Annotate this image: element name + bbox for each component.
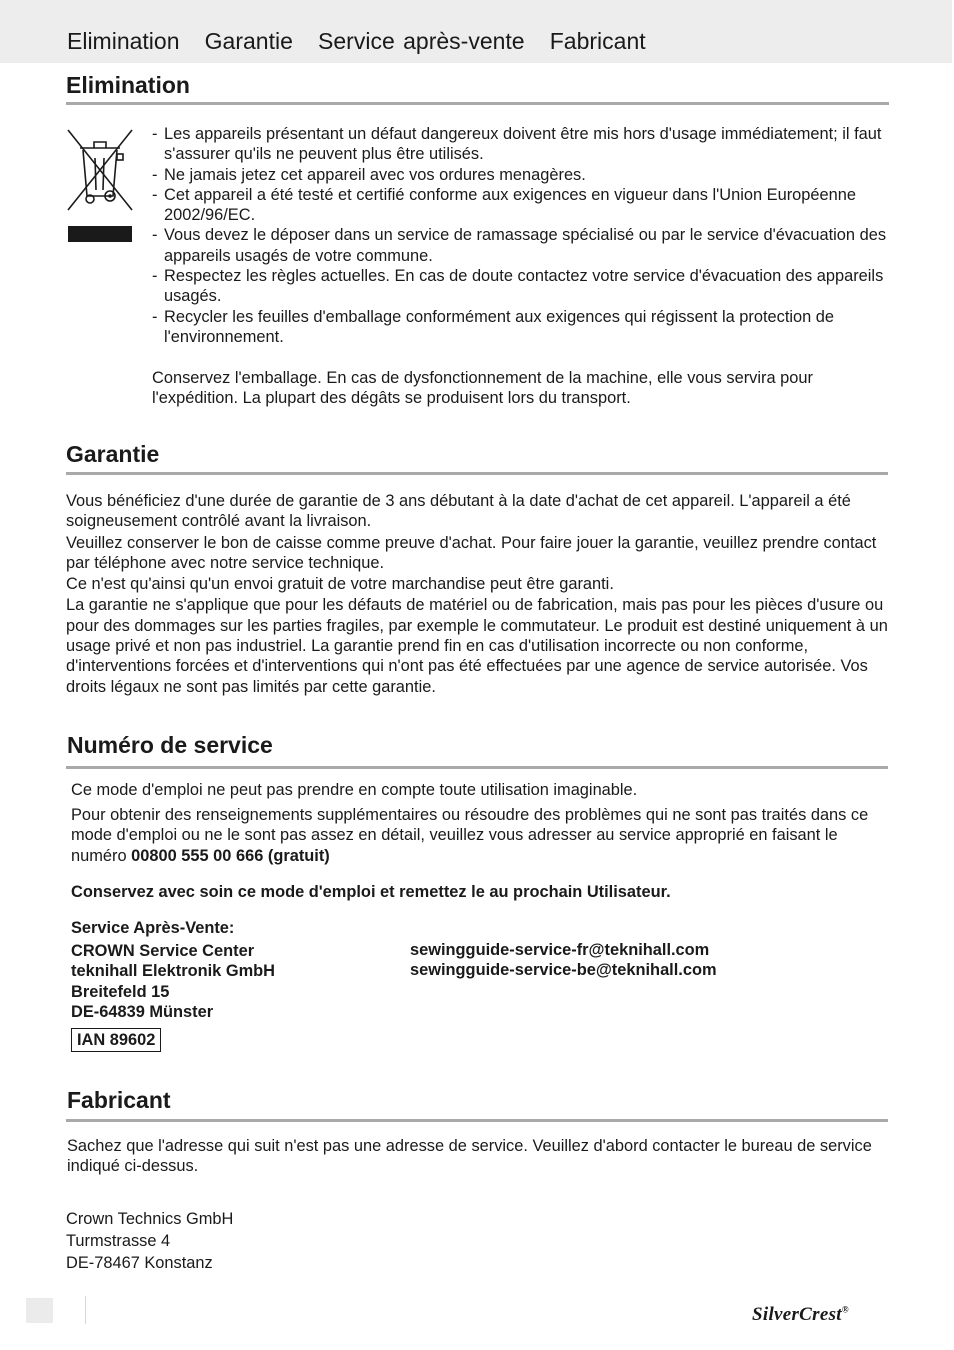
service-intro: Ce mode d'emploi ne peut pas prendre en compte toute utilisation imaginable. (71, 781, 638, 799)
brand-logo (752, 1304, 849, 1326)
address-line: Crown Technics GmbH (66, 1210, 234, 1228)
address-line: DE-64839 Münster (71, 1002, 214, 1021)
list-item: - Les appareils présentant un défaut dangereux doivent être mis hors d'usage immédiatement; il faut s'assurer qu'ils ne peuvent plus être utilisés. (150, 124, 895, 165)
list-item: - Recycler les feuilles d'emballage conformément aux exigences qui régissent la protection de l'environnement. (150, 307, 895, 348)
service-rule (66, 766, 888, 769)
ian-badge: IAN 89602 (71, 1028, 161, 1052)
service-info (71, 805, 893, 866)
garantie-title: Garantie (66, 441, 160, 467)
list-item: - Respectez les règles actuelles. En cas de doute contactez votre service d'évacuation des appareils usagés. (150, 266, 895, 307)
after-sales-label: Service Après-Vente: (71, 919, 235, 937)
list-item: - Ne jamais jetez cet appareil avec vos ordures menagères. (150, 165, 895, 185)
list-item: - Vous devez le déposer dans un service de ramassage spécialisé ou par le service d'évacuation des appareils usagés de votre commune. (150, 225, 895, 266)
crossed-bin-icon (66, 128, 134, 214)
service-address (71, 941, 391, 1022)
garantie-rule (66, 472, 888, 475)
email-link-fr[interactable]: sewingguide-service-fr@teknihall.com (410, 941, 710, 959)
header-title: Elimination Garantie Service après-vente Fabricant (67, 28, 646, 54)
brand-name: SilverCrest (752, 1304, 842, 1325)
service-emails (410, 940, 890, 981)
page-number-box (26, 1298, 53, 1323)
garantie-body (66, 491, 892, 697)
service-title: Numéro de service (67, 732, 273, 758)
address-line: DE-78467 Konstanz (66, 1254, 213, 1272)
fabricant-title: Fabricant (67, 1087, 171, 1113)
address-line: CROWN Service Center (71, 942, 255, 960)
header-bar (0, 0, 952, 63)
fabricant-notice: Sachez que l'adresse qui suit n'est pas une adresse de service. Veuillez d'abord contacter le bureau de service indiqué ci-dessus. (67, 1137, 872, 1176)
address-line: Breitefeld 15 (71, 982, 170, 1001)
elimination-title: Elimination (66, 72, 190, 98)
garantie-paragraph: La garantie ne s'applique que pour les défauts de matériel ou de fabrication, mais pas pour les pièces d'usure ou pour des dommages sur les parties fragiles, par exemple le commutateur. Le produit est destiné uniquement à un usage privé et non pas industriel. La garantie prend fin en cas d'utilisation incorrecte ou non conforme, d'interventions forcées et d'interventions qui n'ont pas été effectuées par une agence de service autorisée. Vos droits légaux ne sont pas limités par cette garantie. (66, 596, 888, 696)
manufacturer-address (66, 1208, 233, 1274)
garantie-paragraph: Vous bénéficiez d'une durée de garantie de 3 ans débutant à la date d'achat de cet appareil. L'appareil a été soigneusement contrôlé avant la livraison. (66, 492, 851, 531)
address-line: Turmstrasse 4 (66, 1232, 171, 1250)
elimination-note: Conservez l'emballage. En cas de dysfonctionnement de la machine, elle vous servira pour l'expédition. La plupart des dégâts se produisent lors du transport. (152, 369, 813, 408)
fabricant-rule (66, 1119, 888, 1122)
service-info-text: Pour obtenir des renseignements supplémentaires ou résoudre des problèmes qui ne sont pas traités dans ce mode d'emploi ou ne le sont pas assez en détail, veuillez vous adresser au service approprié en faisant le numéro (71, 806, 869, 865)
garantie-paragraph: Veuillez conserver le bon de caisse comme preuve d'achat. Pour faire jouer la garantie, veuillez prendre contact par téléphone avec notre service technique. (66, 533, 877, 572)
elimination-rule (66, 102, 889, 105)
elimination-list (150, 124, 895, 347)
garantie-paragraph: Ce n'est qu'ainsi qu'un envoi gratuit de votre marchandise peut être garanti. (66, 575, 614, 594)
registered-mark: ® (841, 1304, 849, 1315)
keep-manual-notice: Conservez avec soin ce mode d'emploi et remettez le au prochain Utilisateur. (71, 883, 671, 901)
email-link-be[interactable]: sewingguide-service-be@teknihall.com (410, 961, 717, 980)
service-phone: 00800 555 00 666 (gratuit) (131, 846, 330, 865)
address-line: teknihall Elektronik GmbH (71, 962, 276, 981)
list-item: - Cet appareil a été testé et certifié conforme aux exigences en vigueur dans l'Union Européenne 2002/96/EC. (150, 185, 895, 226)
footer-divider (85, 1296, 86, 1324)
weee-black-bar (68, 226, 132, 242)
